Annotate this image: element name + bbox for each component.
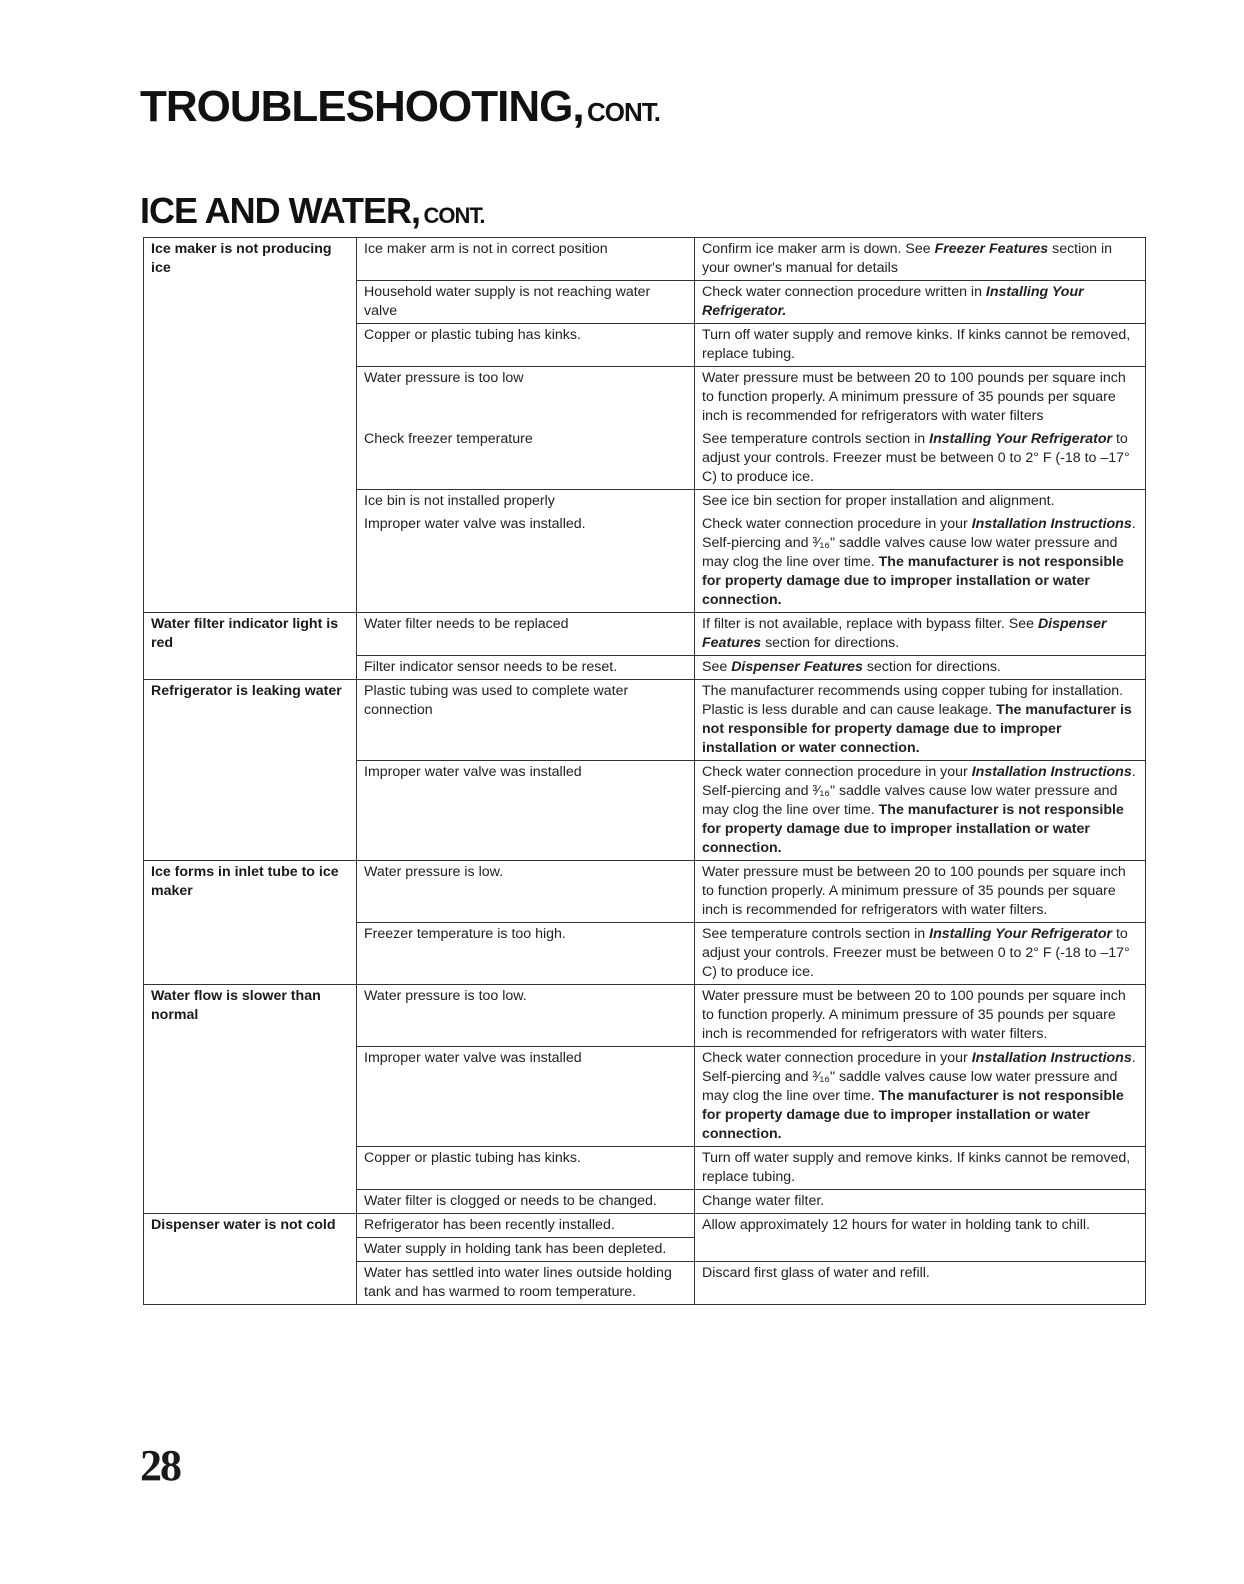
cause-cell: Water pressure is too low. xyxy=(357,985,695,1047)
solution-text: See temperature controls section in xyxy=(702,431,930,447)
solution-reference: Installation Instructions xyxy=(971,516,1132,532)
solution-text: section in your owner's manual for details xyxy=(702,241,1113,276)
solution-reference: Installing Your Refrigerator. xyxy=(702,284,1084,319)
section-title-main: ICE AND WATER, xyxy=(140,190,420,231)
solution-text: Check water connection procedure in your xyxy=(702,516,972,532)
solution-cell xyxy=(695,680,1146,761)
cause-cell: Improper water valve was installed xyxy=(357,1047,695,1147)
cause-cell: Household water supply is not reaching water valve xyxy=(357,281,695,324)
solution-text: Confirm ice maker arm is down. See xyxy=(702,241,935,257)
cause-cell: Improper water valve was installed xyxy=(357,761,695,861)
solution-text: The manufacturer recommends using copper tubing for installation. Plastic is less durable and can cause leakage. xyxy=(702,683,1124,718)
cause-cell: Ice maker arm is not in correct position xyxy=(357,238,695,281)
solution-cell: Allow approximately 12 hours for water in holding tank to chill. xyxy=(695,1214,1146,1262)
table-row xyxy=(144,680,1146,761)
cause-cell: Water filter needs to be replaced xyxy=(357,613,695,656)
solution-text: . Self-piercing and ³⁄₁₆" saddle valves cause low water pressure and may clog the line over time. xyxy=(702,516,1136,570)
solution-text: Check water connection procedure in your xyxy=(702,764,972,780)
solution-cell: Turn off water supply and remove kinks. If kinks cannot be removed, replace tubing. xyxy=(695,1147,1146,1190)
table-row xyxy=(144,1214,1146,1238)
cause-cell: Copper or plastic tubing has kinks. xyxy=(357,324,695,367)
cause-cell: Freezer temperature is too high. xyxy=(357,923,695,985)
page-title xyxy=(140,82,660,132)
problem-cell: Dispenser water is not cold xyxy=(144,1214,357,1305)
solution-cell: Water pressure must be between 20 to 100 pounds per square inch to function properly. A minimum pressure of 35 pounds per square inch is recommended for refrigerators with water filters. xyxy=(695,985,1146,1047)
cause-cell: Ice bin is not installed properly xyxy=(357,490,695,514)
section-title xyxy=(140,190,484,232)
solution-text: See temperature controls section in xyxy=(702,926,930,942)
page-title-cont: CONT. xyxy=(587,97,661,127)
solution-reference: Installing Your Refrigerator xyxy=(929,431,1113,447)
cause-cell: Refrigerator has been recently installed. xyxy=(357,1214,695,1238)
problem-cell: Refrigerator is leaking water xyxy=(144,680,357,861)
disclaimer-text: The manufacturer is not responsible for property damage due to improper installation or water connection. xyxy=(702,702,1132,756)
solution-cell xyxy=(695,513,1146,613)
solution-cell xyxy=(695,428,1146,490)
solution-cell xyxy=(695,1047,1146,1147)
cause-cell: Copper or plastic tubing has kinks. xyxy=(357,1147,695,1190)
problem-cell: Ice maker is not producing ice xyxy=(144,238,357,613)
solution-text: section for directions. xyxy=(862,659,1001,675)
problem-cell: Water flow is slower than normal xyxy=(144,985,357,1214)
solution-text: to adjust your controls. Freezer must be between 0 to 2° F (-18 to –17° C) to produce ice. xyxy=(702,926,1130,980)
page-title-main: TROUBLESHOOTING, xyxy=(140,82,584,131)
table-row xyxy=(144,861,1146,923)
solution-text: . Self-piercing and ³⁄₁₆" saddle valves cause low water pressure and may clog the line over time. xyxy=(702,764,1136,818)
solution-text: . Self-piercing and ³⁄₁₆" saddle valves cause low water pressure and may clog the line over time. xyxy=(702,1050,1136,1104)
solution-cell xyxy=(695,238,1146,281)
solution-text: Check water connection procedure written in xyxy=(702,284,986,300)
cause-cell: Plastic tubing was used to complete water connection xyxy=(357,680,695,761)
solution-text: See xyxy=(702,659,732,675)
section-title-cont: CONT. xyxy=(423,203,485,228)
problem-cell: Water filter indicator light is red xyxy=(144,613,357,680)
disclaimer-text: The manufacturer is not responsible for property damage due to improper installation or water connection. xyxy=(702,1088,1124,1142)
problem-cell: Ice forms in inlet tube to ice maker xyxy=(144,861,357,985)
solution-cell: Discard first glass of water and refill. xyxy=(695,1262,1146,1305)
cause-cell: Improper water valve was installed. xyxy=(357,513,695,613)
table-row xyxy=(144,238,1146,281)
solution-reference: Dispenser Features xyxy=(702,616,1107,651)
solution-cell xyxy=(695,281,1146,324)
solution-reference: Installation Instructions xyxy=(971,764,1132,780)
disclaimer-text: The manufacturer is not responsible for property damage due to improper installation or water connection. xyxy=(702,554,1124,608)
cause-cell: Water has settled into water lines outside holding tank and has warmed to room temperature. xyxy=(357,1262,695,1305)
cause-cell: Water supply in holding tank has been depleted. xyxy=(357,1238,695,1262)
solution-cell xyxy=(695,613,1146,656)
solution-cell: See ice bin section for proper installation and alignment. xyxy=(695,490,1146,514)
solution-reference: Installing Your Refrigerator xyxy=(929,926,1113,942)
disclaimer-text: The manufacturer is not responsible for property damage due to improper installation or water connection. xyxy=(702,802,1124,856)
solution-cell xyxy=(695,656,1146,680)
table-row xyxy=(144,613,1146,656)
solution-text: section for directions. xyxy=(761,635,900,651)
solution-cell xyxy=(695,761,1146,861)
solution-cell: Turn off water supply and remove kinks. If kinks cannot be removed, replace tubing. xyxy=(695,324,1146,367)
solution-text: to adjust your controls. Freezer must be between 0 to 2° F (-18 to –17° C) to produce ice. xyxy=(702,431,1130,485)
solution-cell: Change water filter. xyxy=(695,1190,1146,1214)
solution-cell xyxy=(695,923,1146,985)
solution-reference: Installation Instructions xyxy=(971,1050,1132,1066)
cause-cell: Filter indicator sensor needs to be reset. xyxy=(357,656,695,680)
solution-reference: Freezer Features xyxy=(934,241,1049,257)
solution-cell: Water pressure must be between 20 to 100 pounds per square inch to function properly. A minimum pressure of 35 pounds per square inch is recommended for refrigerators with water filters xyxy=(695,367,1146,429)
table-row xyxy=(144,985,1146,1047)
cause-cell: Water filter is clogged or needs to be changed. xyxy=(357,1190,695,1214)
solution-reference: Dispenser Features xyxy=(731,659,863,675)
solution-text: If filter is not available, replace with bypass filter. See xyxy=(702,616,1038,632)
solution-text: Check water connection procedure in your xyxy=(702,1050,972,1066)
cause-cell: Check freezer temperature xyxy=(357,428,695,490)
troubleshooting-table xyxy=(143,237,1146,1305)
solution-cell: Water pressure must be between 20 to 100 pounds per square inch to function properly. A minimum pressure of 35 pounds per square inch is recommended for refrigerators with water filters. xyxy=(695,861,1146,923)
cause-cell: Water pressure is low. xyxy=(357,861,695,923)
cause-cell: Water pressure is too low xyxy=(357,367,695,429)
page-number: 28 xyxy=(140,1441,180,1490)
